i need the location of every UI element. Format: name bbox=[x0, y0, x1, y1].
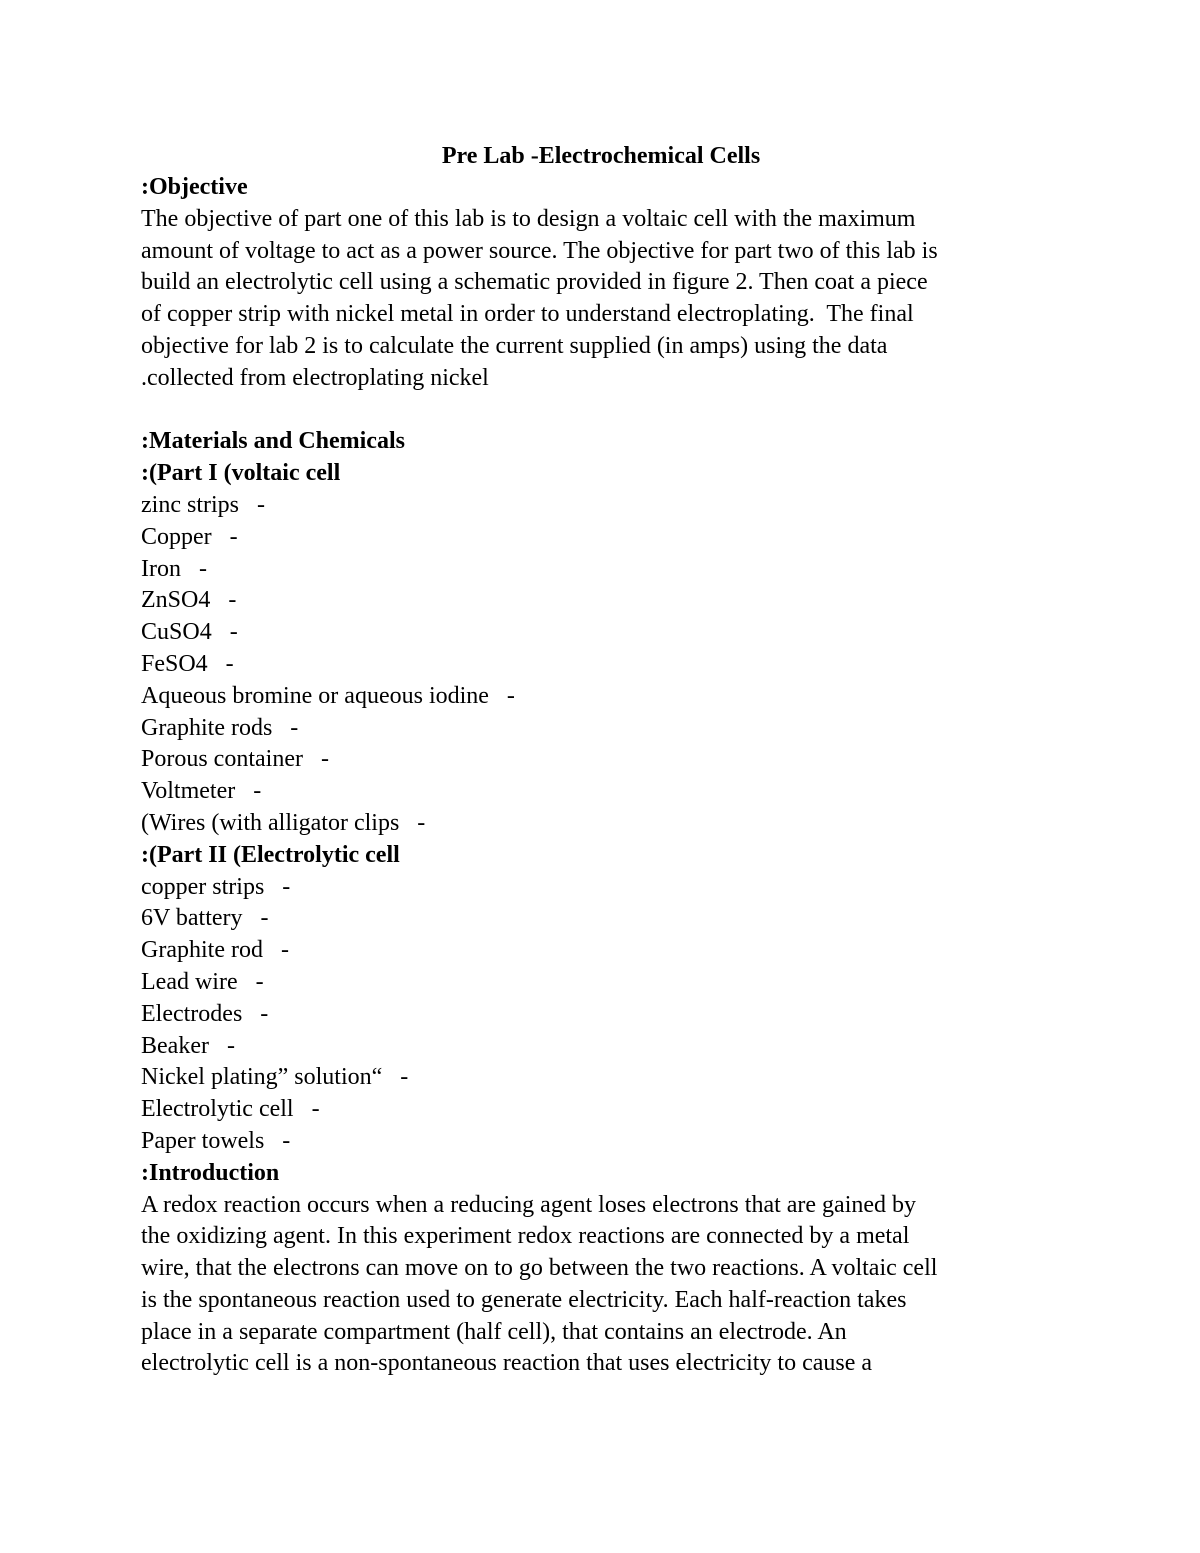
paragraph-line: is the spontaneous reaction used to generate electricity. Each half-reaction takes bbox=[141, 1286, 907, 1313]
list-item: Porous container - bbox=[141, 746, 329, 773]
list-item: Beaker - bbox=[141, 1032, 235, 1059]
list-item: Paper towels - bbox=[141, 1127, 291, 1154]
list-item: Lead wire - bbox=[141, 968, 264, 995]
list-item: copper strips - bbox=[141, 873, 291, 900]
paragraph-line: electrolytic cell is a non-spontaneous reaction that uses electricity to cause a bbox=[141, 1350, 873, 1377]
document-title: Pre Lab -Electrochemical Cells bbox=[441, 143, 761, 169]
list-item: zinc strips - bbox=[141, 491, 265, 518]
list-item: Nickel plating” solution“ - bbox=[141, 1064, 409, 1091]
introduction-heading: :Introduction bbox=[141, 1159, 280, 1186]
list-item: Electrodes - bbox=[141, 1000, 269, 1027]
paragraph-line: A redox reaction occurs when a reducing agent loses electrons that are gained by bbox=[141, 1191, 917, 1218]
paragraph-line: objective for lab 2 is to calculate the current supplied (in amps) using the data bbox=[141, 332, 888, 359]
objective-paragraph bbox=[141, 204, 1061, 395]
part2-heading: :(Part II (Electrolytic cell bbox=[141, 841, 400, 868]
introduction-paragraph bbox=[141, 1190, 1061, 1381]
part2-list bbox=[141, 872, 1061, 1158]
list-item: Copper - bbox=[141, 523, 238, 550]
paragraph-line: wire, that the electrons can move on to go between the two reactions. A voltaic cell bbox=[141, 1255, 938, 1282]
blank-line bbox=[141, 395, 1061, 427]
objective-heading: :Objective bbox=[141, 174, 248, 200]
list-item: (Wires (with alligator clips - bbox=[141, 809, 426, 836]
list-item: Graphite rods - bbox=[141, 714, 299, 741]
part1-heading: :(Part I (voltaic cell bbox=[141, 460, 341, 487]
list-item: FeSO4 - bbox=[141, 650, 234, 677]
paragraph-line: The objective of part one of this lab is to design a voltaic cell with the maximum bbox=[141, 205, 916, 232]
document-page bbox=[141, 140, 1061, 1380]
list-item: Graphite rod - bbox=[141, 937, 289, 964]
list-item: Aqueous bromine or aqueous iodine - bbox=[141, 682, 515, 709]
list-item: Electrolytic cell - bbox=[141, 1096, 320, 1123]
paragraph-line: amount of voltage to act as a power source. The objective for part two of this lab is bbox=[141, 237, 938, 264]
materials-heading: :Materials and Chemicals bbox=[141, 428, 405, 455]
paragraph-line: place in a separate compartment (half cell), that contains an electrode. An bbox=[141, 1318, 847, 1345]
list-item: Iron - bbox=[141, 555, 207, 582]
list-item: ZnSO4 - bbox=[141, 587, 237, 614]
paragraph-line: build an electrolytic cell using a schematic provided in figure 2. Then coat a piece bbox=[141, 269, 928, 296]
list-item: CuSO4 - bbox=[141, 619, 238, 646]
paragraph-line: of copper strip with nickel metal in order to understand electroplating. The final bbox=[141, 301, 914, 328]
part1-list bbox=[141, 490, 1061, 840]
paragraph-line: the oxidizing agent. In this experiment redox reactions are connected by a metal bbox=[141, 1223, 910, 1250]
list-item: Voltmeter - bbox=[141, 778, 262, 805]
list-item: 6V battery - bbox=[141, 905, 269, 932]
paragraph-line: .collected from electroplating nickel bbox=[141, 364, 489, 391]
